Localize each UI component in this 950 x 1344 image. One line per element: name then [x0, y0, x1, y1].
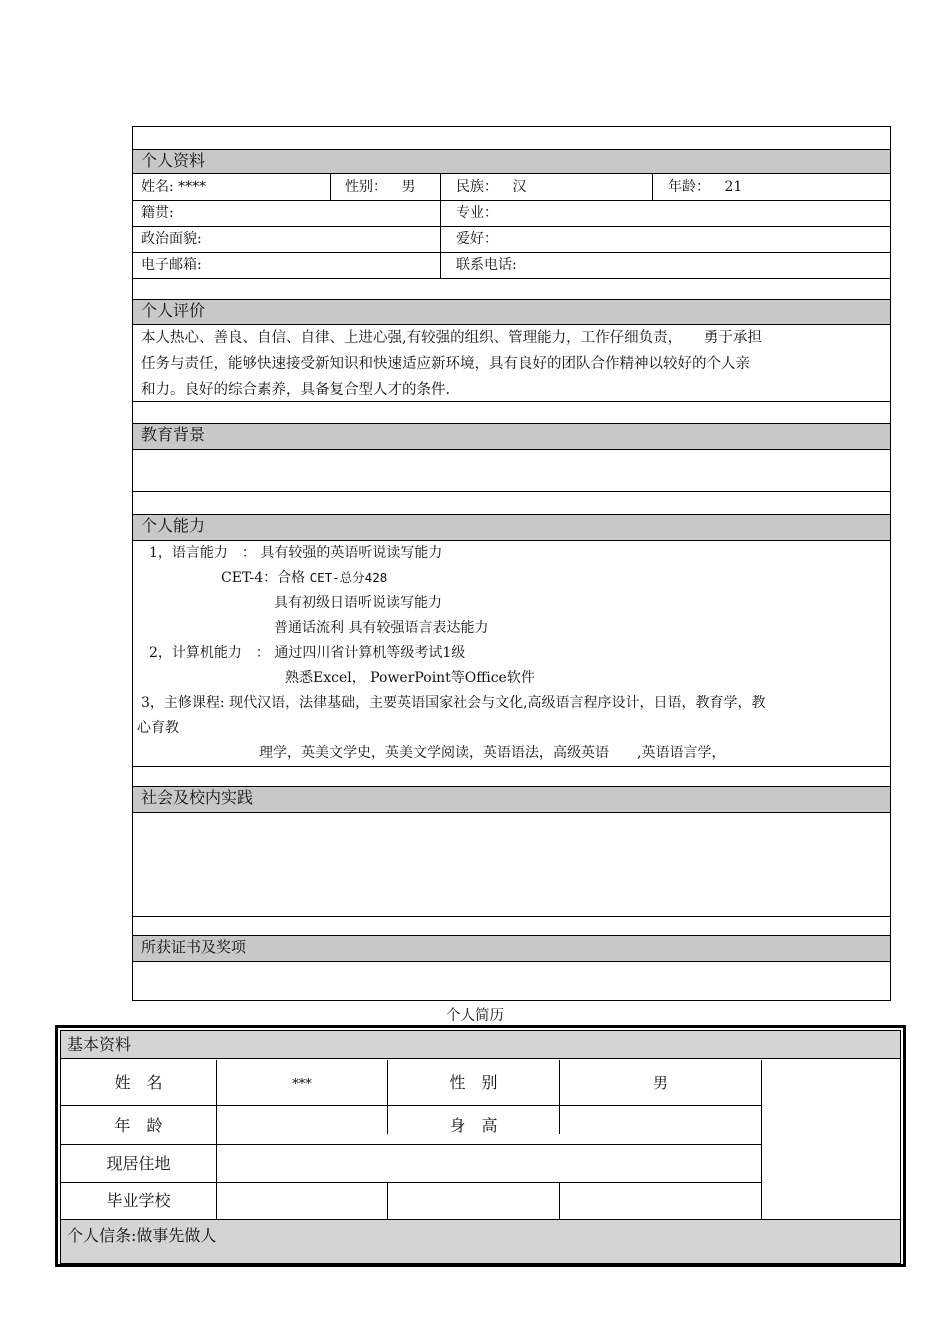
basic-info-header: 基本资料 — [61, 1031, 900, 1059]
col-divider — [330, 174, 331, 200]
self-eval-header: 个人评价 — [133, 300, 890, 324]
language-ability — [149, 543, 442, 563]
self-eval-text — [141, 325, 882, 403]
motto-row — [61, 1220, 900, 1263]
row-divider — [133, 278, 890, 279]
age-value: 21 — [724, 179, 743, 195]
courses-line: 心育教 — [137, 720, 179, 736]
courses-line: 3，主修课程: 现代汉语，法律基础，主要英语国家社会与文化,高级语言程序设计，日语，教育学，教 — [141, 695, 766, 711]
row-divider — [61, 1182, 762, 1183]
cet-label: CET-4：合格 — [221, 570, 306, 586]
hobby-label: 爱好： — [456, 231, 498, 247]
basic-gender-label: 性 别 — [449, 1073, 498, 1092]
self-eval-line: 和力。良好的综合素养，具备复合型人才的条件. — [141, 382, 451, 398]
language-text: 具有较强的英语听说读写能力 — [260, 545, 443, 561]
practice-header: 社会及校内实践 — [133, 787, 890, 812]
age-cell — [668, 178, 742, 196]
phone-label: 联系电话: — [456, 257, 517, 273]
row-divider — [133, 916, 890, 917]
hometown-label: 籍贯: — [141, 205, 174, 221]
office-skill: 熟悉Excel， PowerPoint等Office软件 — [285, 670, 535, 686]
row-divider — [61, 1144, 762, 1145]
cet-score: CET-总分428 — [309, 570, 388, 585]
row-divider — [133, 812, 890, 813]
basic-name-value: *** — [292, 1077, 312, 1092]
major-label: 专业： — [456, 205, 498, 221]
language-label: 1，语言能力 ： — [149, 545, 256, 561]
gender-value: 男 — [401, 179, 416, 195]
basic-height-label: 身 高 — [449, 1116, 498, 1135]
resume-caption: 个人简历 — [446, 1008, 504, 1024]
name-cell — [141, 178, 206, 196]
basic-info-table — [55, 1025, 906, 1267]
name-label: 姓名: — [141, 179, 174, 195]
row-divider — [61, 1105, 762, 1106]
ethnicity-label: 民族： — [456, 179, 498, 195]
ethnicity-value: 汉 — [512, 179, 527, 195]
basic-school-label: 毕业学校 — [106, 1191, 171, 1210]
row-divider — [133, 449, 890, 450]
email-label: 电子邮箱: — [141, 257, 202, 273]
abilities-header: 个人能力 — [133, 515, 890, 540]
gender-label: 性别： — [345, 179, 387, 195]
row-divider — [133, 226, 890, 227]
resume-table — [132, 126, 891, 1001]
motto-text: 个人信条:做事先做人 — [67, 1226, 217, 1245]
col-divider — [761, 1060, 762, 1219]
col-divider — [559, 1182, 560, 1219]
computer-ability — [149, 643, 465, 663]
education-header: 教育背景 — [133, 424, 890, 449]
row-divider — [133, 491, 890, 492]
personal-info-header: 个人资料 — [133, 150, 890, 173]
row-divider — [133, 401, 890, 402]
basic-gender-value: 男 — [652, 1074, 668, 1092]
politics-label: 政治面貌: — [141, 231, 202, 247]
basic-name-label: 姓 名 — [114, 1073, 163, 1092]
basic-info-inner — [60, 1030, 901, 1264]
row-divider — [133, 961, 890, 962]
row-divider — [133, 173, 890, 174]
row-divider — [133, 252, 890, 253]
col-divider — [652, 174, 653, 200]
computer-text: 通过四川省计算机等级考试1级 — [274, 645, 466, 661]
name-value: **** — [178, 179, 207, 195]
row-divider — [133, 540, 890, 541]
col-divider — [559, 1060, 560, 1134]
row-divider — [133, 200, 890, 201]
mandarin-ability: 普通话流利 具有较强语言表达能力 — [274, 620, 489, 636]
courses-line: 理学，英美文学史，英美文学阅读，英语语法，高级英语 ,英语语言学， — [259, 745, 726, 761]
row-divider — [133, 766, 890, 767]
cet-line — [221, 568, 387, 588]
gender-cell — [345, 178, 415, 196]
age-label: 年龄： — [668, 179, 710, 195]
basic-age-label: 年 龄 — [114, 1116, 163, 1135]
self-eval-line: 任务与责任，能够快速接受新知识和快速适应新环境，具有良好的团队合作精神以较好的个人亲 — [141, 356, 750, 372]
basic-address-label: 现居住地 — [106, 1154, 171, 1173]
self-eval-line: 本人热心、善良、自信、自律、上进心强,有较强的组织、管理能力，工作仔细负责， 勇于承担 — [141, 330, 762, 346]
col-divider — [387, 1182, 388, 1219]
japanese-ability: 具有初级日语听说读写能力 — [274, 595, 442, 611]
computer-label: 2，计算机能力 ： — [149, 645, 270, 661]
ethnicity-cell — [456, 178, 526, 196]
certificates-header: 所获证书及奖项 — [133, 936, 890, 961]
